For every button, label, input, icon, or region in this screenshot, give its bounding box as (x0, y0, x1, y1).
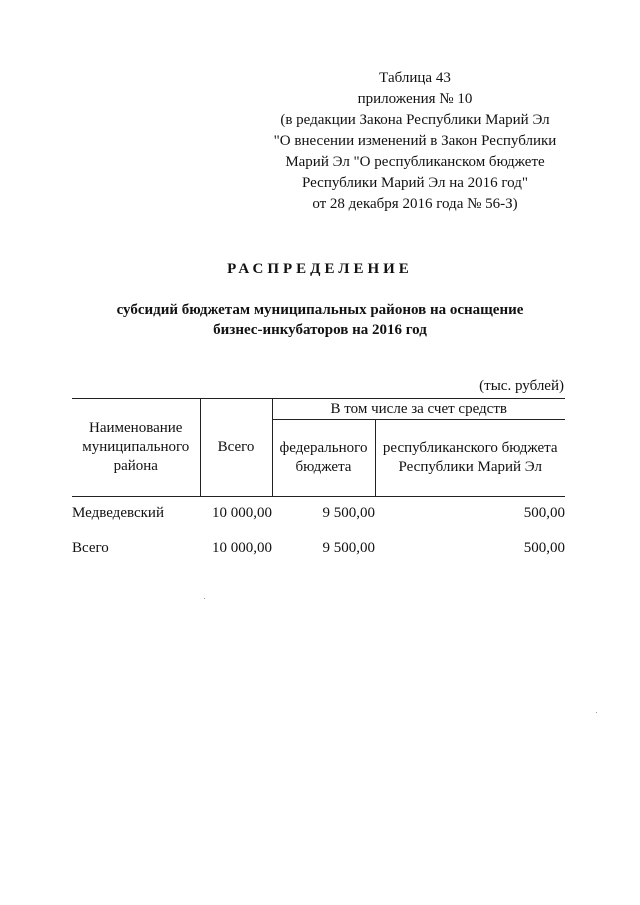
cell-total: 10 000,00 (212, 540, 272, 556)
header-line: "О внесении изменений в Закон Республики (273, 133, 557, 149)
column-header-total: Всего (200, 399, 272, 497)
cell-district: Медведевский (72, 505, 164, 521)
table-row (72, 523, 565, 558)
cell-republic: 500,00 (523, 540, 565, 556)
header-line: (в редакции Закона Республики Марий Эл (280, 112, 550, 128)
document-title: РАСПРЕДЕЛЕНИЕ (227, 261, 413, 277)
header-line: приложения № 10 (357, 91, 473, 107)
subtitle-line: бизнес-инкубаторов на 2016 год (213, 322, 427, 338)
header-text: муниципального (82, 439, 190, 455)
subsidy-table (72, 398, 565, 558)
appendix-header (250, 68, 580, 215)
column-header-district (72, 399, 200, 497)
scan-speck (204, 598, 205, 599)
column-header-federal (272, 420, 375, 497)
subtitle-line: субсидий бюджетам муниципальных районов на оснащение (116, 302, 524, 318)
scan-speck (596, 712, 597, 713)
table-row (72, 497, 565, 524)
header-text: Наименование (89, 420, 183, 436)
header-line: Таблица 43 (379, 70, 451, 86)
header-text: Республики Марий Эл (398, 459, 542, 475)
cell-district: Всего (72, 540, 109, 556)
header-text: района (113, 458, 158, 474)
header-line: от 28 декабря 2016 года № 56-З) (312, 196, 518, 212)
header-line: Республики Марий Эл на 2016 год" (301, 175, 529, 191)
cell-total: 10 000,00 (212, 505, 272, 521)
units-label: (тыс. рублей) (479, 378, 564, 394)
header-line: Марий Эл "О республиканском бюджете (285, 154, 545, 170)
cell-republic: 500,00 (523, 505, 565, 521)
header-text: республиканского бюджета (382, 440, 558, 456)
column-header-republic (375, 420, 565, 497)
document-subtitle (0, 300, 640, 340)
cell-federal: 9 500,00 (322, 540, 375, 556)
column-group-header: В том числе за счет средств (272, 399, 565, 420)
header-text: бюджета (295, 459, 352, 475)
header-text: федерального (279, 440, 368, 456)
cell-federal: 9 500,00 (322, 505, 375, 521)
